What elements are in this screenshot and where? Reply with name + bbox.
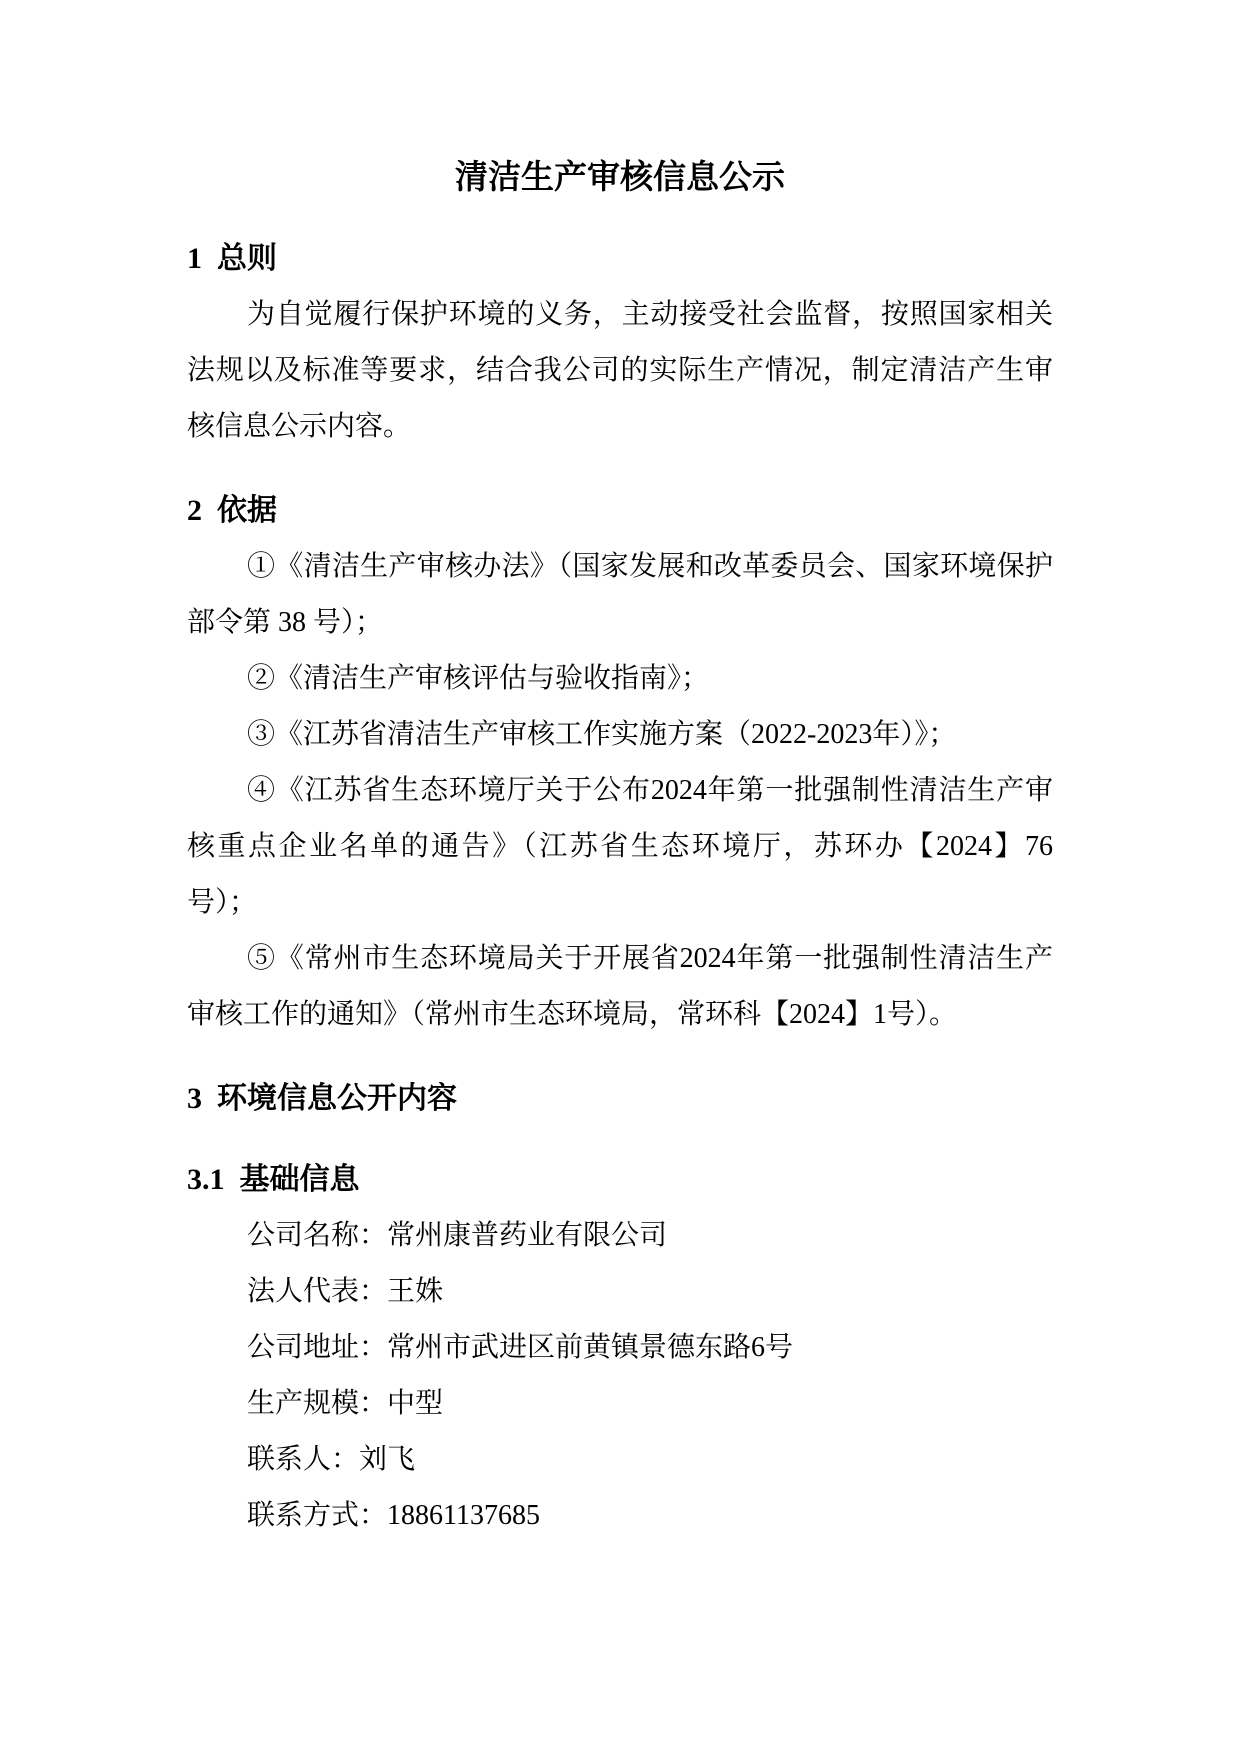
field-company-name-value: 常州康普药业有限公司 [387, 1220, 668, 1251]
document-title: 清洁生产审核信息公示 [455, 160, 785, 196]
field-contact-phone [187, 1488, 1053, 1544]
reference-item-3: ③《江苏省清洁生产审核工作实施方案（2022-2023年）》； [247, 719, 957, 750]
field-contact-phone-value: 18861137685 [387, 1500, 540, 1531]
field-company-address-value: 常州市武进区前黄镇景德东路6号 [387, 1332, 794, 1363]
field-contact-person-label: 联系人： [247, 1444, 360, 1475]
field-contact-person-value: 刘飞 [359, 1444, 416, 1475]
section-1-paragraph: 为自觉履行保护环境的义务，主动接受社会监督，按照国家相关法规以及标准等要求，结合我公司的实际生产情况，制定清洁产生审核信息公示内容。 [187, 299, 1053, 442]
field-contact-person [187, 1432, 1053, 1488]
section-3-heading: 3 环境信息公开内容 [187, 1082, 457, 1115]
reference-item-4: ④《江苏省生态环境厅关于公布2024年第一批强制性清洁生产审核重点企业名单的通告》（江苏省生态环境厅，苏环办【2024】76号）； [187, 775, 1053, 918]
field-production-scale-value: 中型 [387, 1388, 444, 1419]
field-production-scale-label: 生产规模： [247, 1388, 388, 1419]
field-legal-representative-value: 王姝 [387, 1276, 444, 1307]
reference-item-2: ②《清洁生产审核评估与验收指南》； [247, 663, 710, 694]
field-legal-representative [187, 1264, 1053, 1320]
field-company-name [187, 1208, 1053, 1264]
section-1-heading: 1 总则 [187, 242, 277, 275]
field-production-scale [187, 1376, 1053, 1432]
section-2-heading: 2 依据 [187, 494, 277, 527]
reference-item-5: ⑤《常州市生态环境局关于开展省2024年第一批强制性清洁生产审核工作的通知》（常州市生态环境局，常环科【2024】1号）。 [187, 943, 1053, 1030]
field-company-address [187, 1320, 1053, 1376]
reference-item-1: ①《清洁生产审核办法》（国家发展和改革委员会、国家环境保护部令第 38 号）； [187, 551, 1053, 638]
field-contact-phone-label: 联系方式： [247, 1500, 388, 1531]
field-company-name-label: 公司名称： [247, 1220, 388, 1251]
field-company-address-label: 公司地址： [247, 1332, 388, 1363]
field-legal-representative-label: 法人代表： [247, 1276, 388, 1307]
section-3-1-heading: 3.1 基础信息 [187, 1163, 360, 1196]
